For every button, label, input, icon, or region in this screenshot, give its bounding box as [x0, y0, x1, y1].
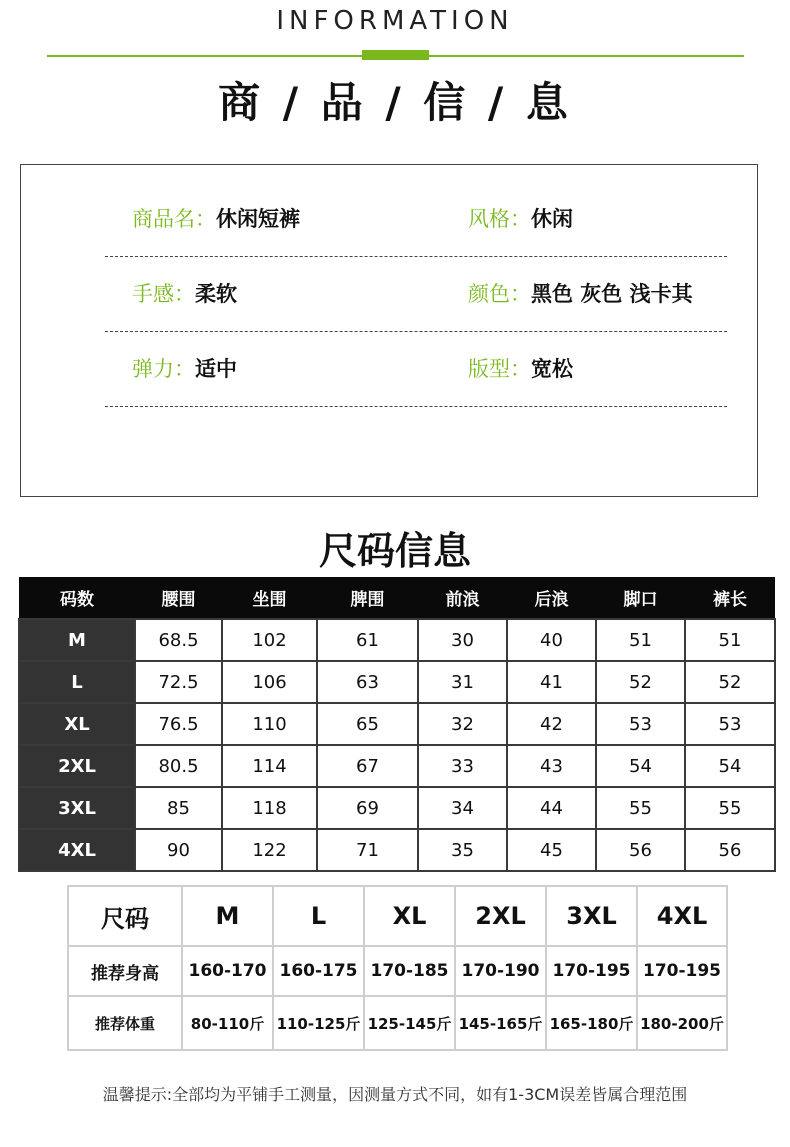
- table-cell: 54: [596, 745, 685, 787]
- table-cell: 52: [685, 661, 775, 703]
- info-field-elasticity: [132, 332, 237, 407]
- info-label: 商品名：: [132, 207, 216, 231]
- table-cell: 170-185: [364, 946, 455, 996]
- header-cell: 脾围: [317, 577, 418, 619]
- table-cell: 80-110斤: [182, 996, 273, 1050]
- header-cell: 裤长: [685, 577, 775, 619]
- table-row: [68, 886, 727, 946]
- table-cell: M: [182, 886, 273, 946]
- table-cell: 180-200斤: [637, 996, 727, 1050]
- measurement-note: 温馨提示:全部均为平铺手工测量，因测量方式不同，如有1-3CM误差皆属合理范围: [102, 1085, 688, 1104]
- table-row: [19, 661, 775, 703]
- size-cell: L: [19, 661, 135, 703]
- table-cell: 125-145斤: [364, 996, 455, 1050]
- header-cell: 后浪: [507, 577, 596, 619]
- table-cell: 55: [685, 787, 775, 829]
- table-cell: 55: [596, 787, 685, 829]
- size-cell: 4XL: [19, 829, 135, 871]
- row-label: 推荐身高: [68, 946, 182, 996]
- table-cell: 63: [317, 661, 418, 703]
- table-cell: 160-170: [182, 946, 273, 996]
- size-cell: 3XL: [19, 787, 135, 829]
- table-cell: 170-190: [455, 946, 546, 996]
- table-cell: 44: [507, 787, 596, 829]
- size-table: [18, 577, 776, 872]
- information-title: INFORMATION: [276, 6, 514, 36]
- table-cell: 3XL: [546, 886, 637, 946]
- table-cell: 34: [418, 787, 507, 829]
- info-value: 休闲短裤: [216, 207, 300, 231]
- table-cell: 41: [507, 661, 596, 703]
- table-cell: 65: [317, 703, 418, 745]
- info-value: 柔软: [195, 282, 237, 306]
- table-cell: 4XL: [637, 886, 727, 946]
- table-cell: 32: [418, 703, 507, 745]
- table-cell: 35: [418, 829, 507, 871]
- size-cell: 2XL: [19, 745, 135, 787]
- table-row: [19, 829, 775, 871]
- table-cell: 31: [418, 661, 507, 703]
- info-field-style: [468, 182, 573, 257]
- table-cell: 80.5: [135, 745, 222, 787]
- info-value: 适中: [195, 357, 237, 381]
- info-label: 颜色：: [468, 282, 531, 306]
- table-cell: 33: [418, 745, 507, 787]
- table-cell: 110: [222, 703, 317, 745]
- table-cell: 56: [596, 829, 685, 871]
- dashed-divider: [105, 406, 727, 407]
- table-row: [19, 787, 775, 829]
- table-cell: 114: [222, 745, 317, 787]
- table-cell: 76.5: [135, 703, 222, 745]
- header-cell: 码数: [19, 577, 135, 619]
- table-cell: 106: [222, 661, 317, 703]
- table-cell: 30: [418, 619, 507, 661]
- info-field-feel: [132, 257, 237, 332]
- table-cell: 54: [685, 745, 775, 787]
- info-row: [105, 332, 727, 407]
- table-cell: 90: [135, 829, 222, 871]
- table-cell: 165-180斤: [546, 996, 637, 1050]
- info-label: 弹力：: [132, 357, 195, 381]
- info-row: [105, 257, 727, 332]
- table-cell: 42: [507, 703, 596, 745]
- table-row: [68, 996, 727, 1050]
- table-cell: 170-195: [546, 946, 637, 996]
- product-info-heading: 商 / 品 / 信 / 息: [218, 78, 572, 127]
- info-field-name: [132, 182, 300, 257]
- table-cell: XL: [364, 886, 455, 946]
- table-cell: 71: [317, 829, 418, 871]
- size-cell: XL: [19, 703, 135, 745]
- info-value: 宽松: [531, 357, 573, 381]
- header-cell: 腰围: [135, 577, 222, 619]
- info-value: 休闲: [531, 207, 573, 231]
- table-cell: 110-125斤: [273, 996, 364, 1050]
- table-cell: 160-175: [273, 946, 364, 996]
- size-cell: M: [19, 619, 135, 661]
- table-cell: 45: [507, 829, 596, 871]
- table-cell: 61: [317, 619, 418, 661]
- table-row: [19, 745, 775, 787]
- row-label: 推荐体重: [68, 996, 182, 1050]
- table-row: [68, 946, 727, 996]
- size-table-header: [19, 577, 775, 619]
- header-cell: 前浪: [418, 577, 507, 619]
- table-cell: 72.5: [135, 661, 222, 703]
- table-cell: 118: [222, 787, 317, 829]
- row-label: 尺码: [68, 886, 182, 946]
- green-divider-block: [362, 50, 429, 60]
- table-cell: 85: [135, 787, 222, 829]
- table-cell: 52: [596, 661, 685, 703]
- table-cell: 53: [596, 703, 685, 745]
- header-cell: 脚口: [596, 577, 685, 619]
- table-cell: 51: [685, 619, 775, 661]
- table-cell: 51: [596, 619, 685, 661]
- table-cell: 69: [317, 787, 418, 829]
- info-value: 黑色 灰色 浅卡其: [531, 282, 693, 306]
- table-cell: 43: [507, 745, 596, 787]
- info-row: [105, 182, 727, 257]
- table-cell: 67: [317, 745, 418, 787]
- recommendation-table: [67, 885, 728, 1051]
- table-cell: 68.5: [135, 619, 222, 661]
- table-cell: 40: [507, 619, 596, 661]
- info-field-color: [468, 257, 693, 332]
- table-cell: 170-195: [637, 946, 727, 996]
- table-row: [19, 619, 775, 661]
- table-cell: 145-165斤: [455, 996, 546, 1050]
- table-row: [19, 703, 775, 745]
- product-info-box: [20, 164, 758, 497]
- info-label: 版型：: [468, 357, 531, 381]
- table-cell: 53: [685, 703, 775, 745]
- info-label: 风格：: [468, 207, 531, 231]
- table-cell: L: [273, 886, 364, 946]
- info-label: 手感：: [132, 282, 195, 306]
- header-cell: 坐围: [222, 577, 317, 619]
- table-cell: 122: [222, 829, 317, 871]
- table-cell: 2XL: [455, 886, 546, 946]
- size-info-heading: 尺码信息: [318, 529, 471, 573]
- info-field-fit: [468, 332, 573, 407]
- table-cell: 102: [222, 619, 317, 661]
- table-cell: 56: [685, 829, 775, 871]
